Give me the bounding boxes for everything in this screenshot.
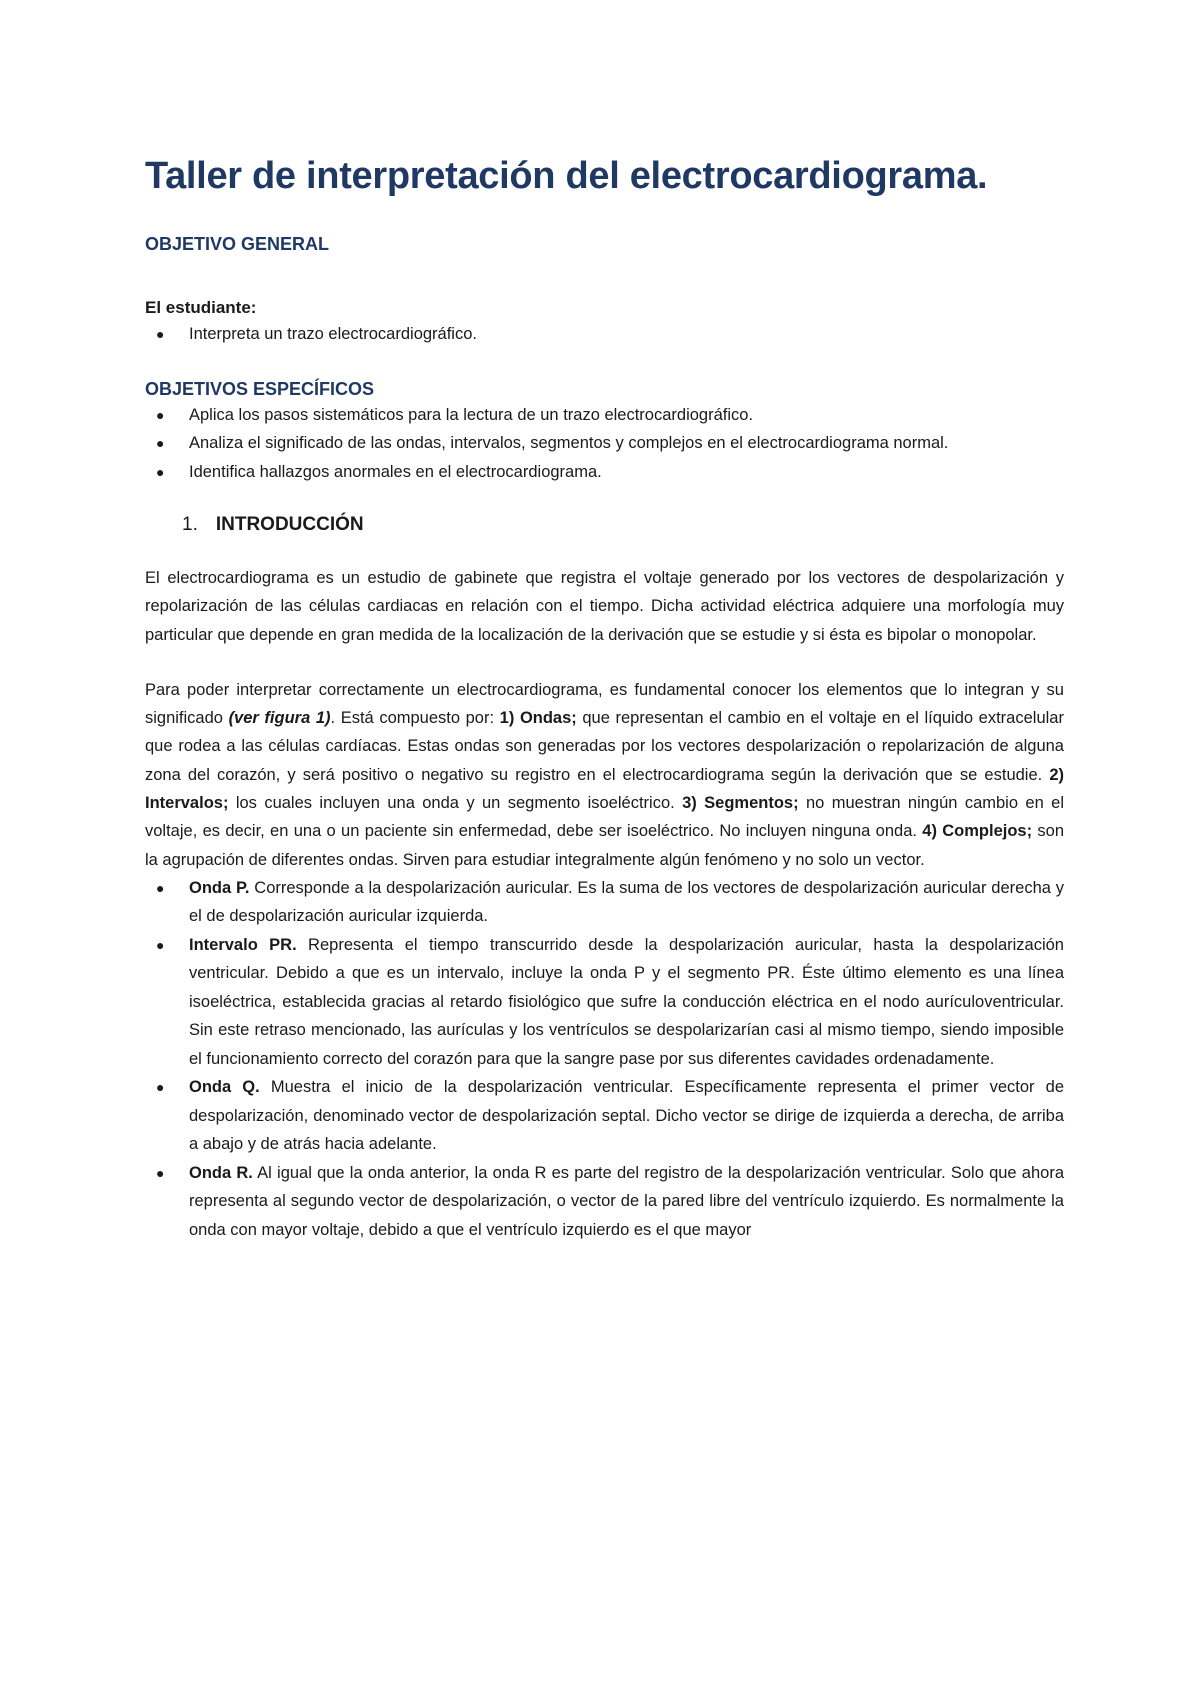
definitions-list: [145, 874, 1064, 1245]
specific-objectives-list: [145, 401, 1064, 487]
bullet-icon: ●: [156, 1079, 165, 1096]
bullet-icon: ●: [156, 936, 165, 953]
intro-paragraph-2: Para poder interpretar correctamente un electrocardiograma, es fundamental conocer los elementos que lo integran y su significado (ver figura 1). Está compuesto por: 1) Ondas; que representan el cambio en el voltaje en el líquido extracelular que rodea a las células cardíacas. Estas ondas son generadas por los vectores despolarización o repolarización de alguna zona del corazón, y será positivo o negativo su registro en el electrocardiograma según la derivación que se estudie. 2) Intervalos; los cuales incluyen una onda y un segmento isoeléctrico. 3) Segmentos; no muestran ningún cambio en el voltaje, es decir, en una o un paciente sin enfermedad, debe ser isoeléctrico. No incluyen ninguna onda. 4) Complejos; son la agrupación de diferentes ondas. Sirven para estudiar integralmente algún fenómeno y no solo un vector.: [145, 680, 1065, 869]
general-objectives-list: [145, 320, 1064, 349]
list-item: ● Onda Q. Muestra el inicio de la despolarización ventricular. Específicamente representa el primer vector de despolarización, denominado vector de despolarización septal. Dicho vector se dirige de izquierda a derecha, de arriba a abajo y de atrás hacia adelante.: [145, 1073, 1064, 1159]
bullet-icon: ●: [156, 435, 165, 451]
introduction-heading: [182, 512, 1064, 538]
bullet-icon: ●: [156, 326, 165, 342]
student-label: El estudiante:: [145, 298, 257, 317]
list-item: ● Intervalo PR. Representa el tiempo transcurrido desde la despolarización auricular, hasta la despolarización ventricular. Debido a que es un intervalo, incluye la onda P y el segmento PR. Éste último elemento es una línea isoeléctrica, establecida gracias al retardo fisiológico que sufre la conducción eléctrica en el nodo aurículoventricular. Sin este retraso mencionado, las aurículas y los ventrículos se despolarizarían casi al mismo tiempo, siendo imposible el funcionamiento correcto del corazón para que la sangre pase por sus diferentes cavidades ordenadamente.: [145, 931, 1064, 1074]
bullet-icon: ●: [156, 1164, 165, 1181]
bullet-icon: ●: [156, 406, 165, 423]
bullet-icon: ●: [156, 463, 165, 480]
specific-objectives-heading: OBJETIVOS ESPECÍFICOS: [145, 378, 375, 399]
list-item: ● Analiza el significado de las ondas, intervalos, segmentos y complejos en el electrocardiograma normal.: [145, 429, 1064, 458]
section-title: INTRODUCCIÓN: [215, 514, 364, 535]
intro-paragraph-1: El electrocardiograma es un estudio de gabinete que registra el voltaje generado por los vectores de despolarización y repolarización de las células cardiacas en relación con el tiempo. Dicha actividad eléctrica adquiere una morfología muy particular que depende en gran medida de la localización de la derivación que se estudie y si ésta es bipolar o monopolar.: [145, 569, 1064, 644]
list-item: ● Identifica hallazgos anormales en el electrocardiograma.: [145, 458, 1064, 487]
list-item: ● Aplica los pasos sistemáticos para la lectura de un trazo electrocardiográfico.: [145, 401, 1064, 430]
list-item: ● Onda R. Al igual que la onda anterior, la onda R es parte del registro de la despolarización ventricular. Solo que ahora representa al segundo vector de despolarización, o vector de la pared libre del ventrículo izquierdo. Es normalmente la onda con mayor voltaje, debido a que el ventrículo izquierdo es el que mayor: [145, 1159, 1064, 1245]
section-number: 1.: [182, 514, 198, 535]
general-objective-heading: OBJETIVO GENERAL: [145, 234, 330, 254]
bullet-icon: ●: [156, 879, 165, 896]
figure-reference: (ver figura 1): [228, 709, 331, 728]
list-item: ● Onda P. Corresponde a la despolarización auricular. Es la suma de los vectores de despolarización auricular derecha y el de despolarización auricular izquierda.: [145, 874, 1064, 931]
document-title: Taller de interpretación del electrocardiograma.: [145, 155, 988, 197]
list-item: ● Interpreta un trazo electrocardiográfico.: [145, 320, 1064, 349]
